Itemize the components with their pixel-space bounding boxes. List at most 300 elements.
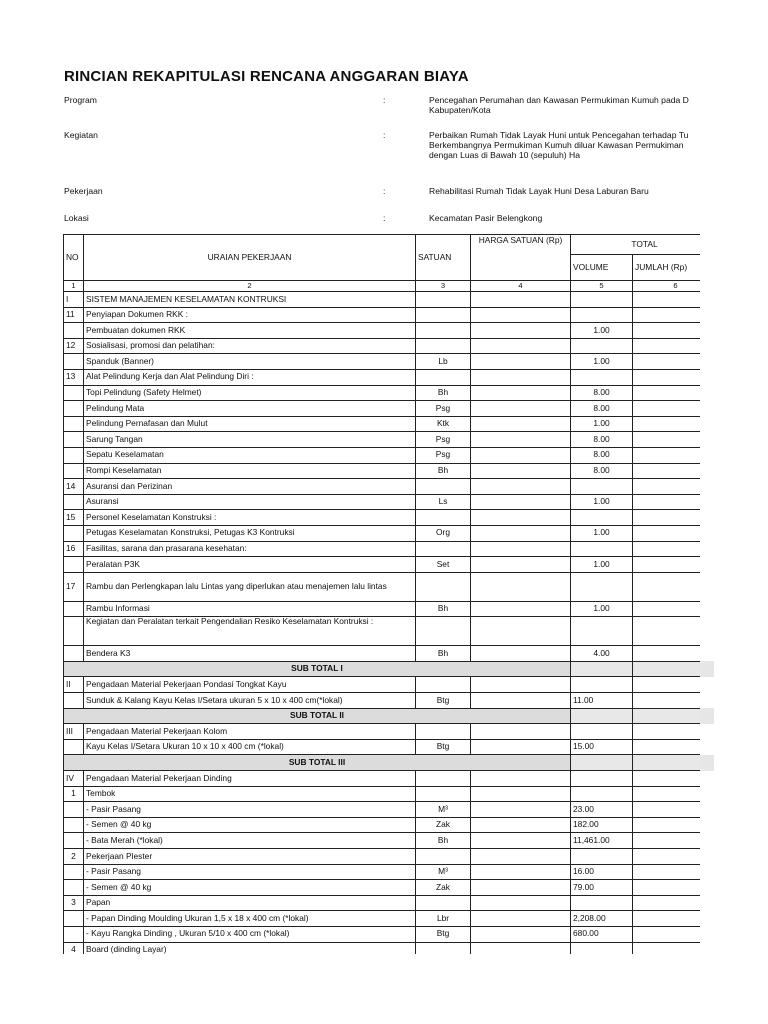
budget-table <box>63 234 700 954</box>
row-description: Pelindung Mata <box>84 401 416 417</box>
table-row <box>64 432 701 448</box>
meta-row <box>64 213 768 223</box>
row-price <box>471 525 571 541</box>
row-volume <box>571 724 633 740</box>
table-row <box>64 401 701 417</box>
meta-value-line: Perbaikan Rumah Tidak Layak Huni untuk Pencegahan terhadap Tu <box>429 130 689 140</box>
meta-colon: : <box>383 213 386 223</box>
row-description: - Semen @ 40 kg <box>84 817 416 833</box>
table-row <box>64 323 701 339</box>
row-unit: Bh <box>416 463 471 479</box>
row-volume <box>571 786 633 802</box>
row-description: Alat Pelindung Kerja dan Alat Pelindung Diri : <box>84 369 416 385</box>
row-price <box>471 724 571 740</box>
row-no <box>64 385 84 401</box>
row-volume <box>571 849 633 865</box>
row-volume: 8.00 <box>571 432 633 448</box>
row-volume <box>571 479 633 495</box>
row-no: 15 <box>64 510 84 526</box>
row-description: Petugas Keselamatan Konstruksi, Petugas K3 Kontruksi <box>84 525 416 541</box>
row-unit: Lbr <box>416 911 471 927</box>
row-unit <box>416 786 471 802</box>
row-amount <box>633 601 701 617</box>
row-unit: Bh <box>416 833 471 849</box>
row-price <box>471 880 571 896</box>
row-no <box>64 864 84 880</box>
row-volume: 680.00 <box>571 926 633 942</box>
row-volume <box>571 369 633 385</box>
row-amount <box>633 617 701 646</box>
row-unit: Lb <box>416 354 471 370</box>
row-volume: 23.00 <box>571 802 633 818</box>
row-unit <box>416 541 471 557</box>
row-no <box>64 525 84 541</box>
row-no <box>64 401 84 417</box>
row-price <box>471 494 571 510</box>
row-no <box>64 817 84 833</box>
row-amount <box>633 463 701 479</box>
row-no <box>64 463 84 479</box>
subtotal-row <box>64 755 701 771</box>
subtotal-label: SUB TOTAL II <box>64 708 571 724</box>
row-unit <box>416 338 471 354</box>
row-price <box>471 572 571 601</box>
meta-value <box>429 95 768 115</box>
row-description: - Semen @ 40 kg <box>84 880 416 896</box>
meta-value <box>429 213 768 223</box>
table-row <box>64 541 701 557</box>
table-row <box>64 479 701 495</box>
row-description: Kayu Kelas I/Setara Ukuran 10 x 10 x 400 cm (*lokal) <box>84 739 416 755</box>
row-no <box>64 323 84 339</box>
page-title: RINCIAN REKAPITULASI RENCANA ANGGARAN BIAYA <box>64 68 469 85</box>
table-row <box>64 786 701 802</box>
row-price <box>471 942 571 954</box>
row-volume <box>571 617 633 646</box>
row-price <box>471 354 571 370</box>
row-unit: M³ <box>416 864 471 880</box>
row-price <box>471 864 571 880</box>
meta-value-line: Pencegahan Perumahan dan Kawasan Permukiman Kumuh pada D <box>429 95 689 105</box>
header-uraian: URAIAN PEKERJAAN <box>84 235 416 281</box>
row-amount <box>633 338 701 354</box>
row-no: I <box>64 292 84 308</box>
row-price <box>471 739 571 755</box>
col-number: 1 <box>64 281 84 292</box>
row-amount <box>633 817 701 833</box>
row-amount <box>633 354 701 370</box>
row-unit: Psg <box>416 401 471 417</box>
row-volume <box>571 541 633 557</box>
subtotal-label: SUB TOTAL III <box>64 755 571 771</box>
row-volume: 4.00 <box>571 646 633 662</box>
table-row <box>64 864 701 880</box>
row-unit <box>416 771 471 787</box>
budget-table-wrapper <box>63 234 700 954</box>
row-price <box>471 432 571 448</box>
table-row <box>64 494 701 510</box>
row-no: 4 <box>64 942 84 954</box>
row-price <box>471 369 571 385</box>
row-amount <box>633 494 701 510</box>
subtotal-label: SUB TOTAL I <box>64 661 571 677</box>
row-description: Topi Pelindung (Safety Helmet) <box>84 385 416 401</box>
row-no: 17 <box>64 572 84 601</box>
row-description: Bendera K3 <box>84 646 416 662</box>
row-amount <box>633 771 701 787</box>
table-row <box>64 572 701 601</box>
row-no: 11 <box>64 307 84 323</box>
row-price <box>471 926 571 942</box>
row-volume: 1.00 <box>571 416 633 432</box>
row-amount <box>633 416 701 432</box>
row-volume: 8.00 <box>571 463 633 479</box>
row-no <box>64 911 84 927</box>
row-volume <box>571 895 633 911</box>
meta-row <box>64 95 768 115</box>
row-volume: 16.00 <box>571 864 633 880</box>
row-unit <box>416 572 471 601</box>
row-no: II <box>64 677 84 693</box>
col-number: 3 <box>416 281 471 292</box>
table-row <box>64 617 701 646</box>
row-price <box>471 510 571 526</box>
row-amount <box>633 369 701 385</box>
row-unit <box>416 849 471 865</box>
row-no: 14 <box>64 479 84 495</box>
subtotal-edge-strip <box>700 755 714 771</box>
row-price <box>471 817 571 833</box>
row-amount <box>633 646 701 662</box>
row-no <box>64 432 84 448</box>
row-price <box>471 601 571 617</box>
row-volume <box>571 572 633 601</box>
subtotal-edge-strip <box>700 661 714 677</box>
row-price <box>471 292 571 308</box>
row-unit: Ls <box>416 494 471 510</box>
row-price <box>471 463 571 479</box>
table-row <box>64 942 701 954</box>
row-description: Personel Keselamatan Konstruksi : <box>84 510 416 526</box>
subtotal-cell <box>633 708 701 724</box>
row-amount <box>633 802 701 818</box>
row-unit <box>416 292 471 308</box>
row-description: Sosialisasi, promosi dan pelatihan: <box>84 338 416 354</box>
header-no: NO <box>64 235 84 281</box>
table-row <box>64 739 701 755</box>
table-row <box>64 880 701 896</box>
row-no <box>64 880 84 896</box>
row-description: Pembuatan dokumen RKK <box>84 323 416 339</box>
row-description: - Pasir Pasang <box>84 864 416 880</box>
row-volume: 11.00 <box>571 693 633 709</box>
row-no <box>64 802 84 818</box>
row-no: 3 <box>64 895 84 911</box>
header-total: TOTAL <box>571 235 701 255</box>
row-unit <box>416 942 471 954</box>
row-amount <box>633 510 701 526</box>
row-description: Penyiapan Dokumen RKK : <box>84 307 416 323</box>
row-unit <box>416 369 471 385</box>
row-no <box>64 601 84 617</box>
row-description: Rambu dan Perlengkapan lalu Lintas yang diperlukan atau menajemen lalu lintas <box>84 572 416 601</box>
row-amount <box>633 479 701 495</box>
subtotal-cell <box>571 755 633 771</box>
row-unit: M³ <box>416 802 471 818</box>
row-amount <box>633 942 701 954</box>
row-description: - Papan Dinding Moulding Ukuran 1,5 x 18 x 400 cm (*lokal) <box>84 911 416 927</box>
row-volume: 182.00 <box>571 817 633 833</box>
row-description: Asuransi <box>84 494 416 510</box>
meta-value <box>429 186 768 196</box>
row-amount <box>633 307 701 323</box>
subtotal-row <box>64 708 701 724</box>
row-no <box>64 416 84 432</box>
row-description: Sepatu Keselamatan <box>84 447 416 463</box>
row-volume: 2,208.00 <box>571 911 633 927</box>
meta-colon: : <box>383 130 386 140</box>
subtotal-row <box>64 661 701 677</box>
row-price <box>471 557 571 573</box>
table-row <box>64 802 701 818</box>
row-amount <box>633 401 701 417</box>
row-amount <box>633 724 701 740</box>
table-row <box>64 911 701 927</box>
row-description: Peralatan P3K <box>84 557 416 573</box>
row-description: Pekerjaan Plester <box>84 849 416 865</box>
row-price <box>471 786 571 802</box>
row-volume: 8.00 <box>571 385 633 401</box>
row-amount <box>633 786 701 802</box>
row-unit <box>416 617 471 646</box>
table-row <box>64 447 701 463</box>
meta-label: Pekerjaan <box>64 186 103 196</box>
row-volume <box>571 942 633 954</box>
subtotal-cell <box>571 661 633 677</box>
col-number: 4 <box>471 281 571 292</box>
row-unit <box>416 895 471 911</box>
row-no: III <box>64 724 84 740</box>
row-amount <box>633 557 701 573</box>
row-price <box>471 401 571 417</box>
row-price <box>471 541 571 557</box>
table-row <box>64 849 701 865</box>
meta-value-line: dengan Luas di Bawah 10 (sepuluh) Ha <box>429 150 580 160</box>
row-description: Pengadaan Material Pekerjaan Pondasi Tongkat Kayu <box>84 677 416 693</box>
table-row <box>64 926 701 942</box>
row-no <box>64 617 84 646</box>
row-amount <box>633 911 701 927</box>
row-no <box>64 354 84 370</box>
row-volume <box>571 677 633 693</box>
row-volume <box>571 510 633 526</box>
row-description: Rompi Keselamatan <box>84 463 416 479</box>
table-row <box>64 525 701 541</box>
row-amount <box>633 677 701 693</box>
table-row <box>64 557 701 573</box>
subtotal-cell <box>571 708 633 724</box>
header-volume: VOLUME <box>571 255 633 281</box>
row-volume: 1.00 <box>571 354 633 370</box>
row-volume: 1.00 <box>571 494 633 510</box>
row-unit: Set <box>416 557 471 573</box>
meta-value-line: Kabupaten/Kota <box>429 105 491 115</box>
meta-value <box>429 130 768 160</box>
table-row <box>64 895 701 911</box>
table-row <box>64 646 701 662</box>
row-unit: Psg <box>416 432 471 448</box>
row-unit <box>416 307 471 323</box>
meta-label: Lokasi <box>64 213 89 223</box>
row-amount <box>633 292 701 308</box>
row-price <box>471 646 571 662</box>
meta-value-line: Rehabilitasi Rumah Tidak Layak Huni Desa Laburan Baru <box>429 186 649 196</box>
meta-label: Program <box>64 95 97 105</box>
row-description: Kegiatan dan Peralatan terkait Pengendalian Resiko Keselamatan Kontruksi : <box>84 617 416 646</box>
meta-label: Kegiatan <box>64 130 98 140</box>
row-amount <box>633 833 701 849</box>
row-volume: 11,461.00 <box>571 833 633 849</box>
col-number: 6 <box>633 281 701 292</box>
table-row <box>64 510 701 526</box>
row-unit: Zak <box>416 880 471 896</box>
row-unit: Psg <box>416 447 471 463</box>
meta-row <box>64 130 768 160</box>
row-unit <box>416 323 471 339</box>
row-no <box>64 494 84 510</box>
table-row <box>64 693 701 709</box>
table-row <box>64 369 701 385</box>
row-price <box>471 895 571 911</box>
row-amount <box>633 739 701 755</box>
table-row <box>64 463 701 479</box>
row-amount <box>633 447 701 463</box>
row-price <box>471 323 571 339</box>
row-no <box>64 739 84 755</box>
row-description: Pengadaan Material Pekerjaan Dinding <box>84 771 416 787</box>
row-no <box>64 833 84 849</box>
subtotal-edge-strip <box>700 708 714 724</box>
header-jumlah: JUMLAH (Rp) <box>633 255 701 281</box>
row-description: - Pasir Pasang <box>84 802 416 818</box>
table-row <box>64 354 701 370</box>
row-unit: Bh <box>416 385 471 401</box>
row-volume: 15.00 <box>571 739 633 755</box>
header-satuan: SATUAN <box>416 235 471 281</box>
row-description: Asuransi dan Perizinan <box>84 479 416 495</box>
row-no <box>64 557 84 573</box>
table-row <box>64 771 701 787</box>
table-row <box>64 307 701 323</box>
row-unit: Bh <box>416 646 471 662</box>
table-row <box>64 601 701 617</box>
row-unit <box>416 724 471 740</box>
row-description: Rambu Informasi <box>84 601 416 617</box>
row-price <box>471 338 571 354</box>
row-price <box>471 677 571 693</box>
row-amount <box>633 849 701 865</box>
row-no <box>64 646 84 662</box>
meta-row <box>64 186 768 196</box>
row-description: SISTEM MANAJEMEN KESELAMATAN KONTRUKSI <box>84 292 416 308</box>
row-description: Sarung Tangan <box>84 432 416 448</box>
table-row <box>64 338 701 354</box>
row-no: 2 <box>64 849 84 865</box>
row-description: - Kayu Rangka Dinding , Ukuran 5/10 x 400 cm (*lokal) <box>84 926 416 942</box>
row-volume: 1.00 <box>571 601 633 617</box>
row-volume: 1.00 <box>571 323 633 339</box>
row-unit: Btg <box>416 693 471 709</box>
row-amount <box>633 926 701 942</box>
table-row <box>64 385 701 401</box>
row-description: Board (dinding Layar) <box>84 942 416 954</box>
row-amount <box>633 525 701 541</box>
table-row <box>64 724 701 740</box>
row-amount <box>633 323 701 339</box>
row-description: Sunduk & Kalang Kayu Kelas I/Setara ukuran 5 x 10 x 400 cm(*lokal) <box>84 693 416 709</box>
row-unit: Btg <box>416 926 471 942</box>
row-price <box>471 479 571 495</box>
row-price <box>471 833 571 849</box>
row-volume: 8.00 <box>571 401 633 417</box>
row-volume: 79.00 <box>571 880 633 896</box>
meta-value-line: Berkembangnya Permukiman Kumuh diluar Kawasan Permukiman <box>429 140 684 150</box>
row-unit <box>416 510 471 526</box>
row-no: 16 <box>64 541 84 557</box>
row-volume <box>571 292 633 308</box>
row-volume: 8.00 <box>571 447 633 463</box>
row-unit: Bh <box>416 601 471 617</box>
row-volume <box>571 338 633 354</box>
row-unit: Zak <box>416 817 471 833</box>
row-amount <box>633 385 701 401</box>
subtotal-cell <box>633 755 701 771</box>
row-description: Fasilitas, sarana dan prasarana kesehatan: <box>84 541 416 557</box>
row-description: Papan <box>84 895 416 911</box>
row-amount <box>633 880 701 896</box>
row-price <box>471 307 571 323</box>
meta-value-line: Kecamatan Pasir Belengkong <box>429 213 543 223</box>
row-price <box>471 416 571 432</box>
row-description: Tembok <box>84 786 416 802</box>
meta-colon: : <box>383 95 386 105</box>
table-row <box>64 416 701 432</box>
row-unit: Btg <box>416 739 471 755</box>
row-description: Pelindung Pernafasan dan Mulut <box>84 416 416 432</box>
row-no: IV <box>64 771 84 787</box>
row-price <box>471 617 571 646</box>
row-unit: Ktk <box>416 416 471 432</box>
col-number: 5 <box>571 281 633 292</box>
row-no: 13 <box>64 369 84 385</box>
row-volume: 1.00 <box>571 557 633 573</box>
row-volume <box>571 771 633 787</box>
row-amount <box>633 432 701 448</box>
row-no <box>64 926 84 942</box>
row-price <box>471 693 571 709</box>
row-price <box>471 447 571 463</box>
row-amount <box>633 864 701 880</box>
row-unit <box>416 677 471 693</box>
row-price <box>471 849 571 865</box>
row-no <box>64 447 84 463</box>
row-unit <box>416 479 471 495</box>
row-description: Pengadaan Material Pekerjaan Kolom <box>84 724 416 740</box>
header-harga-satuan: HARGA SATUAN (Rp) <box>471 235 571 281</box>
subtotal-cell <box>633 661 701 677</box>
row-description: - Bata Merah (*lokal) <box>84 833 416 849</box>
row-price <box>471 771 571 787</box>
